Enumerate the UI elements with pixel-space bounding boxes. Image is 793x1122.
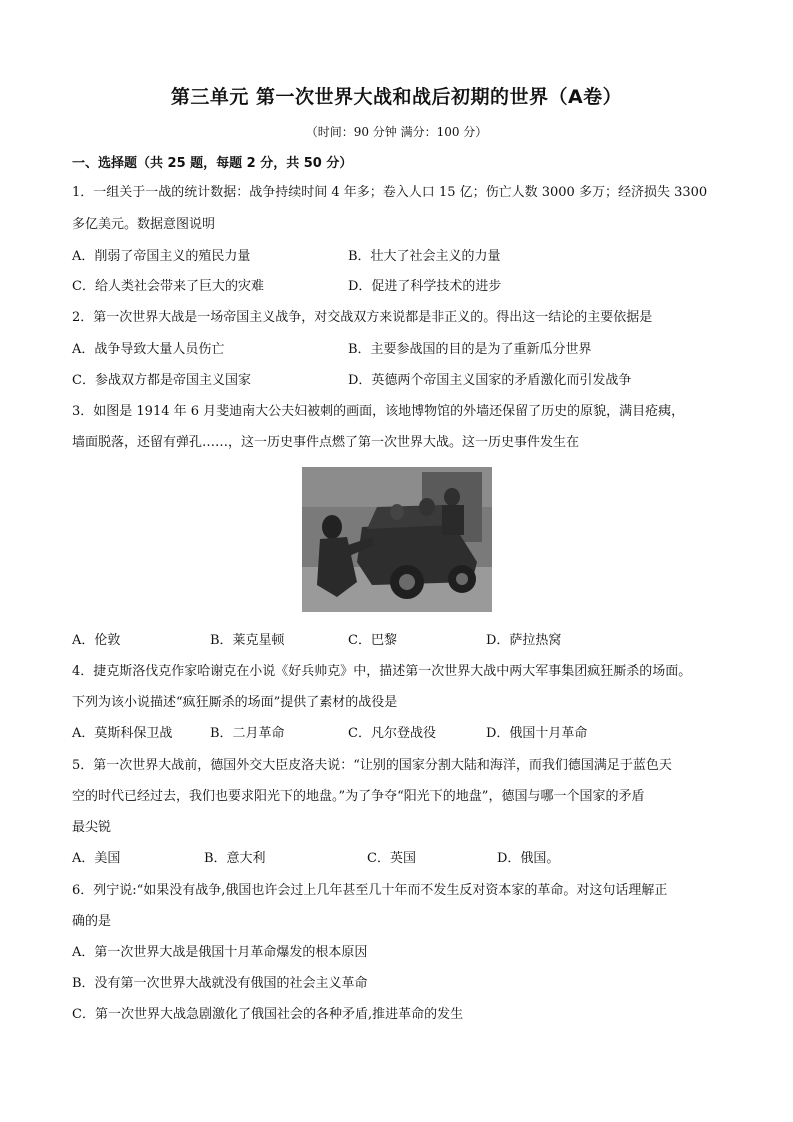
question-1-option-b: B．壮大了社会主义的力量 [348, 249, 501, 264]
question-4-option-d: D．俄国十月革命 [486, 726, 588, 741]
question-6-option-c: C．第一次世界大战急剧激化了俄国社会的各种矛盾,推进革命的发生 [72, 1007, 464, 1022]
question-5-option-c: C．英国 [367, 851, 416, 866]
question-1-line-1: 1．一组关于一战的统计数据：战争持续时间 4 年多；卷入人口 15 亿；伤亡人数 3000 多万；经济损失 3300 [72, 185, 708, 200]
question-6-line-2: 确的是 [72, 914, 112, 929]
question-4-option-a: A．莫斯科保卫战 [72, 726, 173, 741]
page-title: 第三单元 第一次世界大战和战后初期的世界（A卷） [170, 86, 623, 108]
section-heading: 一、选择题（共 25 题，每题 2 分，共 50 分） [72, 156, 353, 171]
question-2-line-1: 2．第一次世界大战是一场帝国主义战争，对交战双方来说都是非正义的。得出这一结论的主要依据是 [72, 310, 653, 325]
question-6-line-1: 6．列宁说:“如果没有战争,俄国也许会过上几年甚至几十年而不发生反对资本家的革命。对这句话理解正 [72, 883, 668, 898]
question-4-line-1: 4．捷克斯洛伐克作家哈谢克在小说《好兵帅克》中，描述第一次世界大战中两大军事集团疯狂厮杀的场面。 [72, 664, 692, 679]
question-3-option-b: B．莱克星顿 [210, 633, 285, 648]
question-3-option-d: D．萨拉热窝 [486, 633, 562, 648]
question-4-option-c: C．凡尔登战役 [348, 726, 436, 741]
question-5-line-2: 空的时代已经过去，我们也要求阳光下的地盘。”为了争夺“阳光下的地盘”，德国与哪一个国家的矛盾 [72, 789, 645, 804]
question-5-line-1: 5．第一次世界大战前，德国外交大臣皮洛夫说：“让别的国家分割大陆和海洋，而我们德国满足于蓝色天 [72, 758, 672, 773]
question-3-line-2: 墙面脱落，还留有弹孔……，这一历史事件点燃了第一次世界大战。这一历史事件发生在 [72, 435, 580, 450]
question-1-option-d: D．促进了科学技术的进步 [348, 279, 502, 294]
assassination-photo [302, 467, 492, 612]
question-1-line-2: 多亿美元。数据意图说明 [72, 217, 216, 232]
exam-info: （时间：90 分钟 满分：100 分） [305, 125, 488, 139]
question-3-line-1: 3．如图是 1914 年 6 月斐迪南大公夫妇被刺的画面，该地博物馆的外墙还保留了历史的原貌，满目疮痍， [72, 404, 685, 419]
question-5-option-b: B．意大利 [204, 851, 266, 866]
question-1-option-c: C．给人类社会带来了巨大的灾难 [72, 279, 264, 294]
question-5-option-d: D．俄国。 [497, 851, 560, 866]
question-1-option-a: A．削弱了帝国主义的殖民力量 [72, 249, 251, 264]
question-5-option-a: A．美国 [72, 851, 121, 866]
question-2-option-c: C．参战双方都是帝国主义国家 [72, 373, 251, 388]
question-2-option-b: B．主要参战国的目的是为了重新瓜分世界 [348, 342, 592, 357]
question-3-option-a: A．伦敦 [72, 633, 121, 648]
question-3-option-c: C．巴黎 [348, 633, 397, 648]
question-6-option-b: B．没有第一次世界大战就没有俄国的社会主义革命 [72, 976, 368, 991]
question-2-option-a: A．战争导致大量人员伤亡 [72, 342, 225, 357]
question-6-option-a: A．第一次世界大战是俄国十月革命爆发的根本原因 [72, 945, 368, 960]
question-5-line-3: 最尖锐 [72, 820, 112, 835]
question-4-line-2: 下列为该小说描述“疯狂厮杀的场面”提供了素材的战役是 [72, 695, 398, 710]
question-4-option-b: B．二月革命 [210, 726, 285, 741]
question-2-option-d: D．英德两个帝国主义国家的矛盾激化而引发战争 [348, 373, 632, 388]
